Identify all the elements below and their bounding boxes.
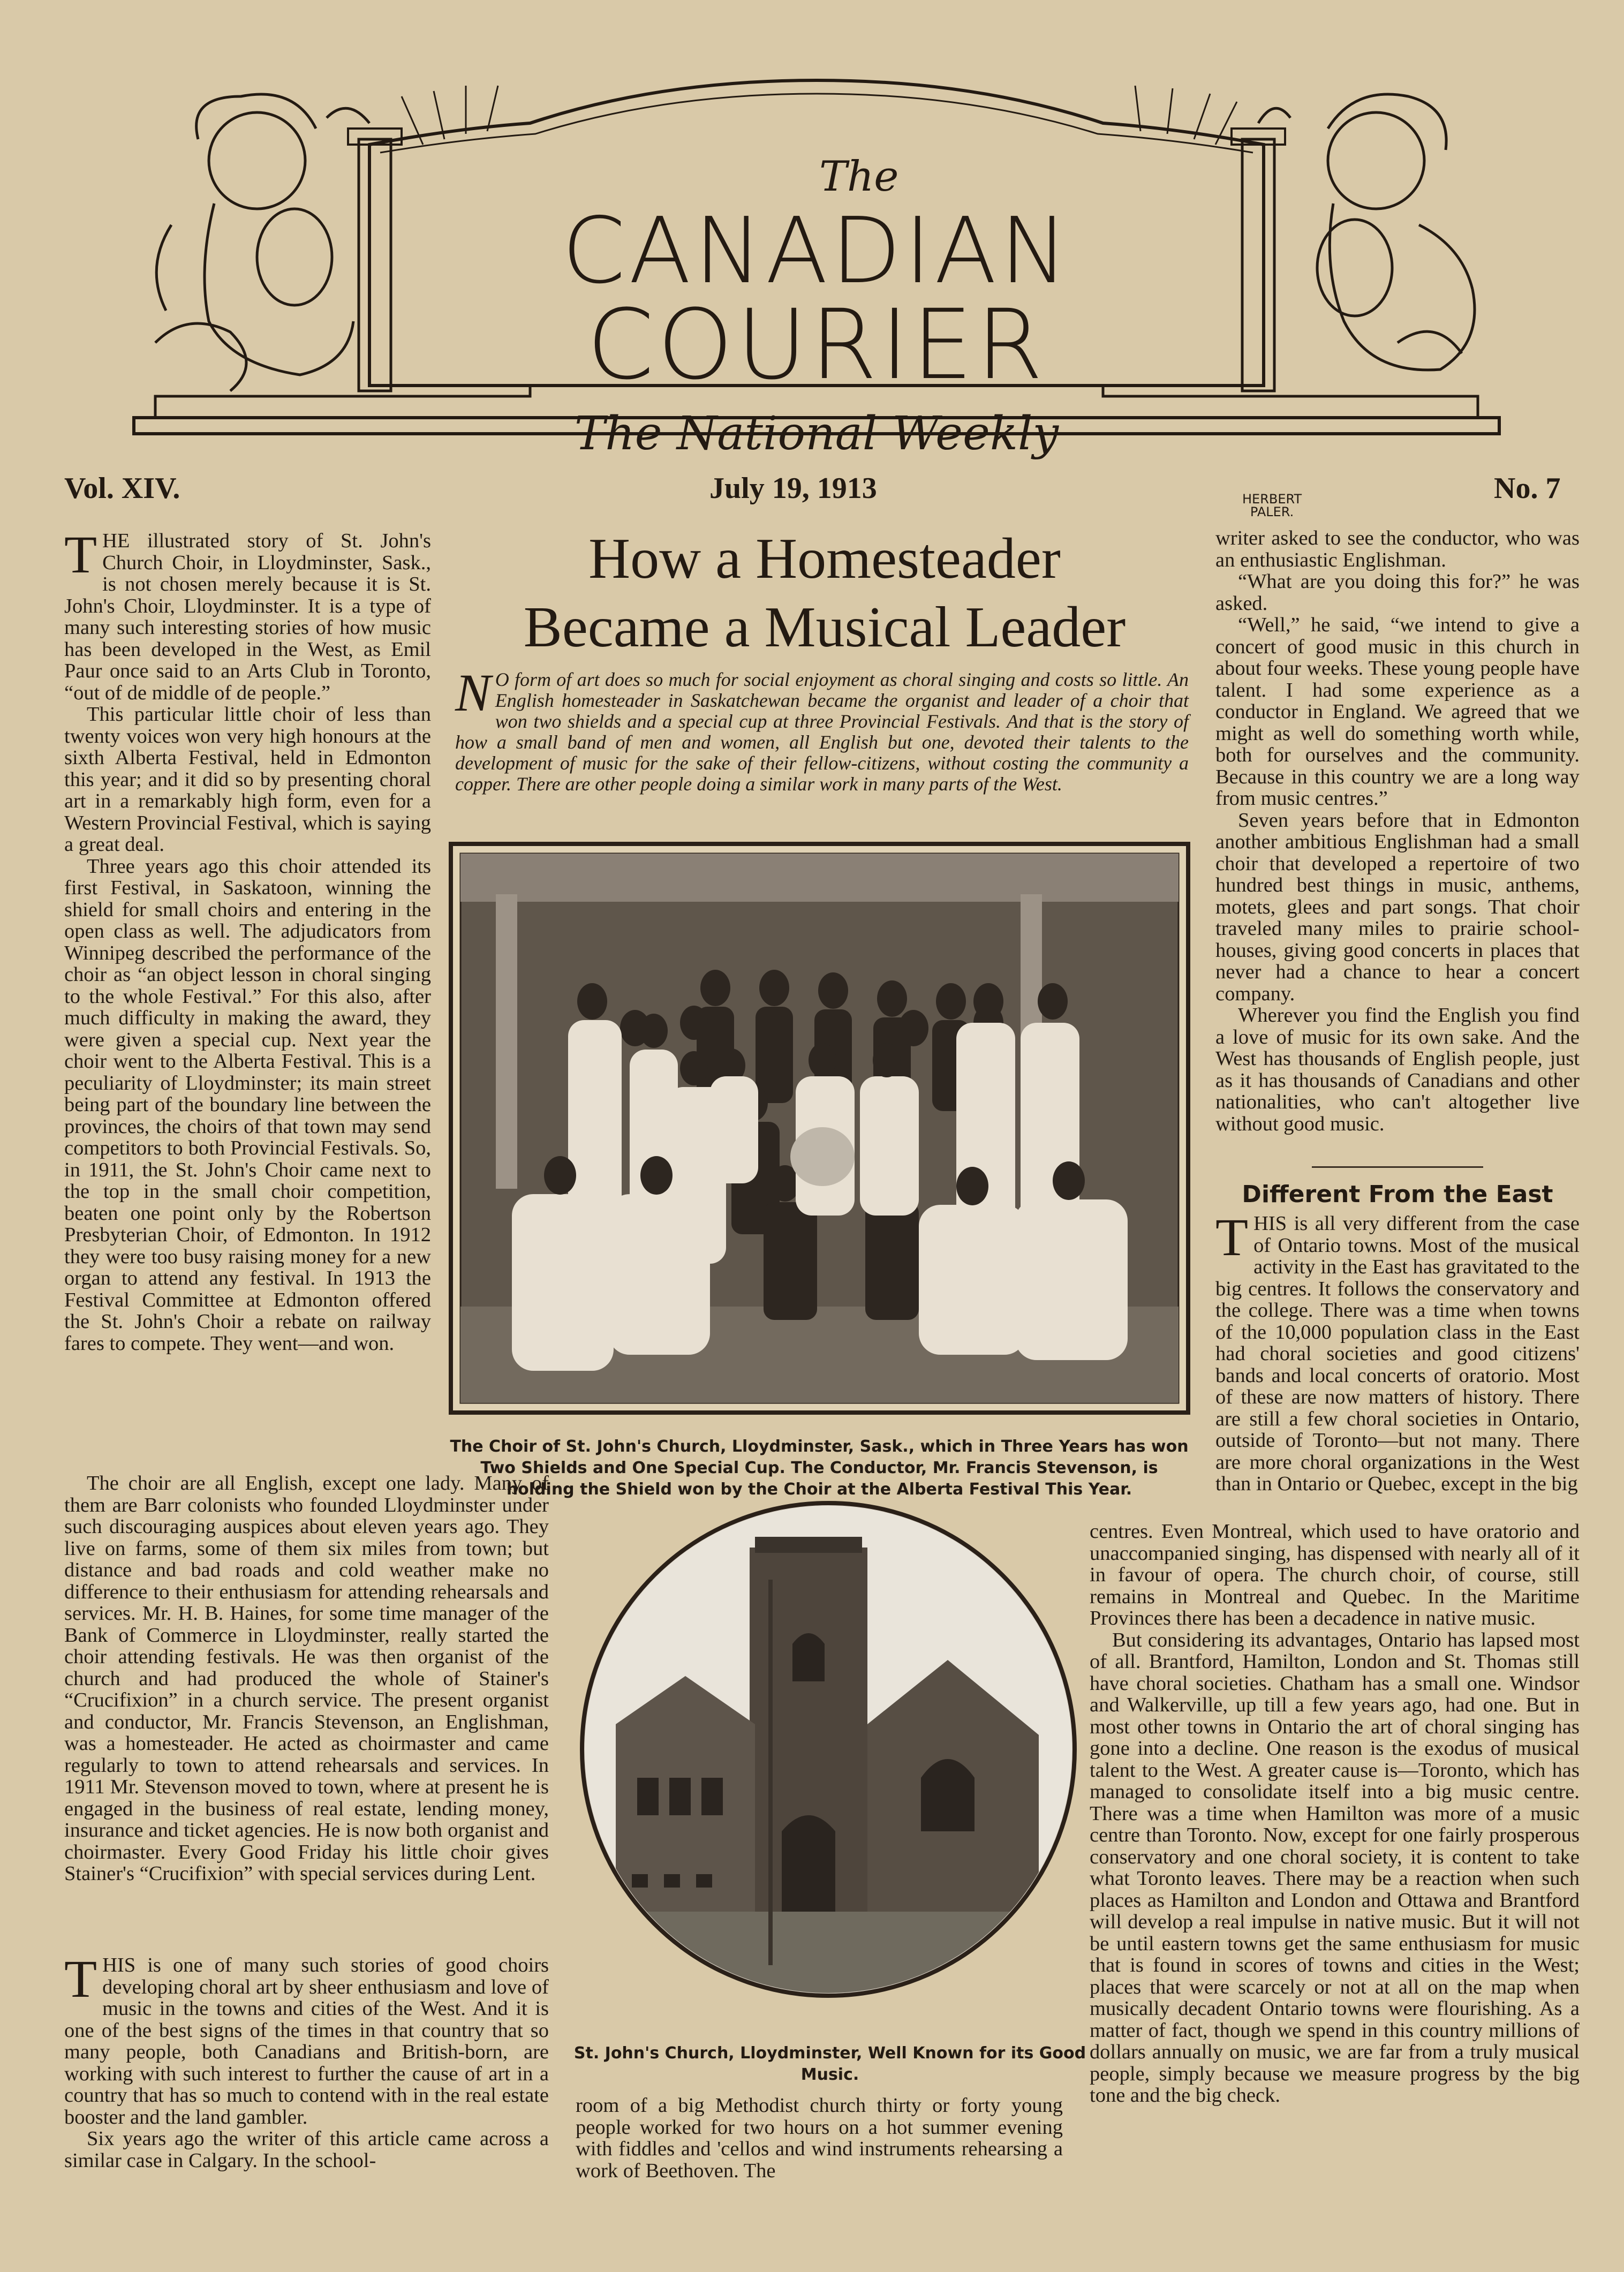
left-column-lower — [64, 1473, 549, 1885]
masthead-title-line1: CANADIAN — [562, 198, 1071, 304]
issue-date: July 19, 1913 — [709, 472, 877, 505]
volume-label: Vol. XIV. — [64, 472, 180, 505]
right-paragraph-1: writer asked to see the conductor, who was an enthusiastic Englishman. — [1215, 527, 1580, 571]
article-headline — [455, 525, 1194, 662]
masthead-subtitle: The National Weekly — [574, 407, 1059, 461]
left-paragraph-2: This particular little choir of less than twenty voices won very high honours at the sixth Alberta Festival, held in Edmonton this year; and it did so by presenting choral art in a remarkably high form, even for a Western Provincial Festival, which is saying a great deal. — [64, 703, 431, 856]
section-subhead: Different From the East — [1242, 1181, 1553, 1208]
choir-group-photo — [449, 842, 1190, 1415]
bottom-right-paragraph-2: But considering its advantages, Ontario has lapsed most of all. Brantford, Hamilton, London and St. Thomas still have choral societies. Chatham has a small one. Windsor and Walkerville, up till a few years ago, had one. But in most other towns in Ontario the art of choral singing has gone into a decline. One reason is the exodus of musical talent to the West. A greater cause is—Toronto, which has managed to consolidate itself into a big music centre. There was a time when Hamilton was more of a music centre than Toronto. Now, except for one fairly prosperous conservatory and one choral society, it is content to take what Toronto leaves. There may be a reaction when such places as Hamilton and London and Ottawa and Brantford will develop a real impulse in native music. But it will not be until eastern towns get the same enthusiasm for music that is found in scores of towns and cities in the West; places that were scarcely or not at all on the map when musically decadent Ontario towns were flourishing. As a matter of fact, though we spend in this country millions of dollars annually on music, we are far from a truly musical people, simply because we measure progress by the big tone and the big check. — [1090, 1628, 1580, 2107]
drop-cap: T — [64, 525, 97, 584]
section-divider — [1312, 1166, 1483, 1168]
masthead-the: The — [819, 153, 899, 201]
drop-cap: T — [1215, 1207, 1249, 1267]
issue-number: No. 7 — [1494, 472, 1561, 505]
right-paragraph-4: Seven years before that in Edmonton another ambitious Englishman had a small choir that developed a repertoire of two hundred best things in music, anthems, motets, glees and part songs. That choir traveled many miles to prairie school-houses, giving good concerts in places that never had a chance to hear a concert company. — [1215, 809, 1580, 1005]
right-column-lower — [1215, 1207, 1580, 1495]
right-paragraph-2: “What are you doing this for?” he was asked. — [1215, 570, 1580, 615]
artist-signature-line1: HERBERT — [1242, 492, 1302, 507]
choir-photo-caption: The Choir of St. John's Church, Lloydminster, Sask., which in Three Years has won Two Shields and One Special Cup. The Conductor, Mr. Francis Stevenson, is holding the Shield won by the Choir at the Alberta Festival This Year. — [450, 1437, 1189, 1499]
church-photo — [578, 1499, 1079, 2000]
left-paragraph-6: Six years ago the writer of this article came across a similar case in Calgary. In the school- — [64, 2127, 549, 2172]
left-paragraph-1: THE illustrated story of St. John's Church Choir, in Lloydminster, Sask., is not chosen merely because it is St. John's Choir, Lloydminster. It is a type of many such interesting stories of how music has been developed in the West, as Emil Paur once said to an Arts Club in Toronto, “out of de middle of de people.” — [64, 525, 431, 704]
article-intro: N O form of art does so much for social enjoyment as choral singing and costs so little. An English homesteader in Saskatchewan became the organist and leader of a choir that won two shields and a special cup at three Provincial Festivals. And that is the story of how a small band of men and women, all English but one, devoted their talents to the development of music for the sake of their fellow-citizens, without costing the community a copper. There are other people doing a similar work in many parts of the West. — [455, 663, 1189, 795]
choir-photo-illustration — [453, 846, 1186, 1410]
right-paragraph-5: Wherever you find the English you find a love of music for its own sake. And the West has thousands of English people, just as it has thousands of Canadians and other nationalities, who can't altogether live without good music. — [1215, 1004, 1580, 1135]
masthead-title-line2: COURIER — [586, 289, 1047, 401]
right-paragraph-6: THIS is all very different from the case of Ontario towns. Most of the musical activity in the East has gravitated to the big centres. It follows the conservatory and the college. There was a time when towns of the 10,000 population class in the East had choral societies and good citizens' bands and local concerts of oratorio. Most of these are now matters of history. There are still a few choral societies in Ontario, outside of Toronto—but not many. There are more choral organizations in the West than in Ontario or Quebec, except in the big — [1215, 1207, 1580, 1495]
left-column — [64, 525, 431, 1355]
drop-cap: N — [455, 663, 491, 722]
left-paragraph-4: The choir are all English, except one lady. Many of them are Barr colonists who founded Lloydminster under such discouraging auspices about eleven years ago. They live on farms, some of them six miles from town; but distance and bad roads and cold weather make no difference to their enthusiasm for attending rehearsals and services. Mr. H. B. Haines, for some time manager of the Bank of Commerce in Lloydminster, really started the choir attending festivals. He was then organist of the church and had produced the whole of Stainer's “Crucifixion” in a church service. The present organist and conductor, Mr. Francis Stevenson, an Englishman, was a homesteader. He acted as choirmaster and came regularly to town to attend rehearsals and services. In 1911 Mr. Stevenson moved to town, where at present he is engaged in the business of real estate, lending money, insurance and ticket agencies. He is now both organist and choirmaster. Every Good Friday his little choir gives Stainer's “Crucifixion” with special services during Lent. — [64, 1472, 549, 1885]
middle-bottom-paragraph: room of a big Methodist church thirty or forty young people worked for two hours on a hot summer evening with fiddles and 'cellos and wind instruments rehearsing a work of Beethoven. The — [576, 2094, 1063, 2182]
left-column-bottom — [64, 1949, 549, 2172]
artist-signature-line2: PALER. — [1250, 504, 1294, 519]
left-paragraph-3: Three years ago this choir attended its first Festival, in Saskatoon, winning the shield for small choirs and entering in the open class as well. The adjudicators from Winnipeg described the performance of the choir as “an object lesson in choral singing to the whole Festival.” For this also, after much difficulty in making the award, they were given a special cup. Next year the choir went to the Alberta Festival. This is a peculiarity of Lloydminster; its main street being part of the boundary line between the provinces, the choirs of that town may send competitors to both Provincial Festivals. So, in 1911, the St. John's Choir came next to the top in the small choir competition, beaten one point only by the Robertson Presbyterian Choir, of Edmonton. In 1912 they were too busy raising money for a new organ to attend any festival. In 1913 the Festival Committee at Edmonton offered the St. John's Choir a rebate on railway fares to compete. They went—and won. — [64, 855, 431, 1355]
middle-bottom-column — [576, 2095, 1063, 2182]
bottom-right-paragraph-1: centres. Even Montreal, which used to have oratorio and unaccompanied singing, has dispensed with nearly all of it in favour of opera. The church choir, of course, still remains in Montreal and Quebec. In the Maritime Provinces there has been a decadence in native music. — [1090, 1520, 1580, 1629]
church-photo-caption: St. John's Church, Lloydminster, Well Known for its Good Music. — [573, 2044, 1086, 2084]
headline-line2: Became a Musical Leader — [523, 595, 1126, 659]
drop-cap: T — [64, 1949, 97, 2009]
artist-signature — [1242, 493, 1302, 518]
headline-line1: How a Homesteader — [588, 527, 1061, 591]
left-paragraph-5: THIS is one of many such stories of good choirs developing choral art by sheer enthusiasm and love of music in the towns and cities of the West. And it is one of the best signs of the times in that country that so many people, both Canadians and British-born, are working with such interest to further the cause of art in a country that has so much to contend with in the real estate booster and the land gambler. — [64, 1949, 549, 2128]
right-column — [1215, 527, 1580, 1135]
right-paragraph-3: “Well,” he said, “we intend to give a concert of good music in this church in about four weeks. These young people have talent. I had some experience as a conductor in England. We agreed that we might as well do something worth while, both for ourselves and the community. Because in this country we are a long way from music centres.” — [1215, 614, 1580, 810]
bottom-right-column — [1090, 1521, 1580, 2107]
